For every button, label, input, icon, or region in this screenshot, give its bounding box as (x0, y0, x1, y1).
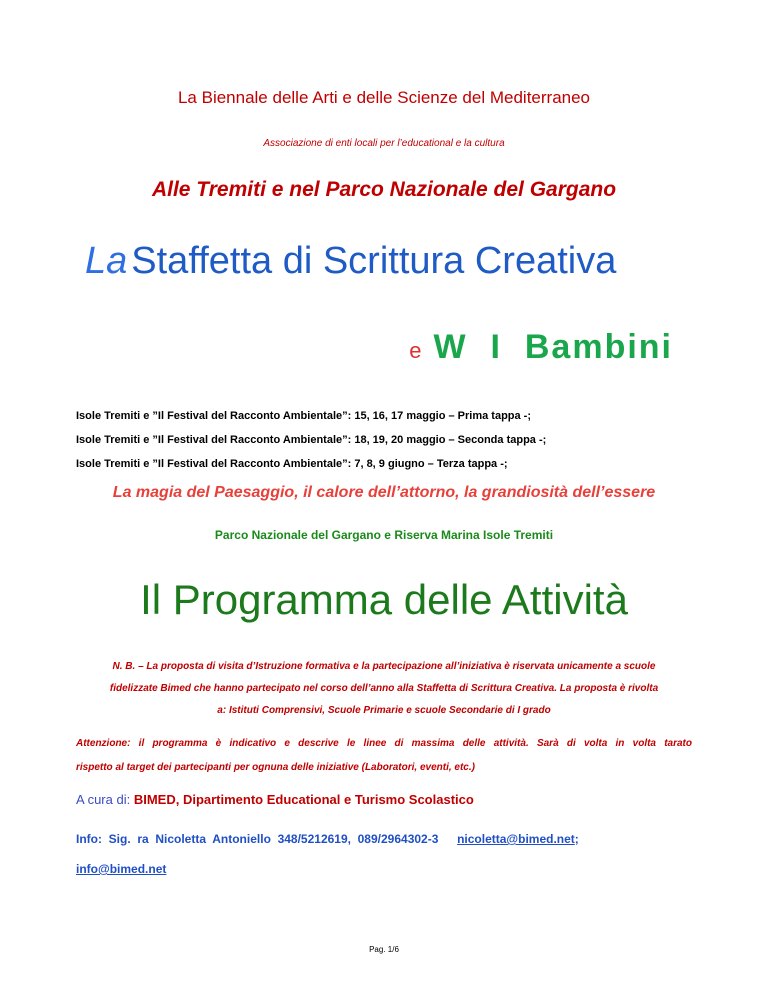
w-bambini-title (409, 328, 673, 367)
park-heading: Parco Nazionale del Gargano e Riserva Marina Isole Tremiti (214, 528, 554, 542)
info-line-2 (76, 862, 166, 876)
stage-line-3: Isole Tremiti e ”Il Festival del Racconto Ambientale”: 7, 8, 9 giugno – Terza tappa -; (76, 458, 508, 470)
organization-name: La Biennale delle Arti e delle Scienze del Mediterraneo (177, 88, 591, 107)
page-number: Pag. 1/6 (369, 945, 399, 954)
attention-note (76, 732, 692, 780)
info-separator: ; (574, 832, 579, 846)
attention-line: rispetto al target dei partecipanti per ognuna delle iniziative (Laboratori, eventi, etc.) (76, 762, 475, 773)
title-main: Staffetta di Scrittura Creativa (131, 240, 617, 282)
email-link-info[interactable]: info@bimed.net (76, 862, 167, 876)
nb-line: a: Istituti Comprensivi, Scuole Primarie e scuole Secondarie di I grado (217, 705, 551, 716)
association-subtitle: Associazione di enti locali per l’educational e la cultura (263, 138, 505, 149)
attention-line: Attenzione: il programma è indicativo e descrive le linee di massima delle attività. Sarà di volta in volta tarato (76, 738, 692, 749)
curated-by (76, 792, 474, 807)
nb-note (76, 656, 692, 722)
info-line (76, 832, 692, 846)
program-title: Il Programma delle Attività (140, 576, 628, 623)
title-la: La (85, 240, 128, 282)
nb-line: N. B. – La proposta di visita d’Istruzione formativa e la partecipazione all’iniziativa è riservata unicamente a scuole (112, 661, 656, 672)
title-w-bambini: W I Bambini (433, 328, 673, 366)
info-label: Info: Sig. ra Nicoletta Antoniello 348/5212619, 089/2964302-3 (76, 832, 439, 846)
stage-line-1: Isole Tremiti e ”Il Festival del Racconto Ambientale”: 15, 16, 17 maggio – Prima tappa -; (76, 410, 532, 422)
tagline: La magia del Paesaggio, il calore dell’attorno, la grandiosità dell’essere (112, 484, 656, 501)
email-link-nicoletta[interactable]: nicoletta@bimed.net (457, 832, 575, 846)
location-heading: Alle Tremiti e nel Parco Nazionale del Gargano (151, 178, 617, 201)
main-title (85, 240, 616, 283)
title-e: e (409, 338, 422, 363)
curated-prefix: A cura di: (76, 792, 131, 807)
curated-name: BIMED, Dipartimento Educational e Turismo Scolastico (133, 792, 474, 807)
nb-line: fidelizzate Bimed che hanno partecipato nel corso dell’anno alla Staffetta di Scrittura Creativa. La proposta è rivolta (109, 683, 659, 694)
stage-line-2: Isole Tremiti e ”Il Festival del Racconto Ambientale”: 18, 19, 20 maggio – Seconda tappa -; (76, 434, 547, 446)
